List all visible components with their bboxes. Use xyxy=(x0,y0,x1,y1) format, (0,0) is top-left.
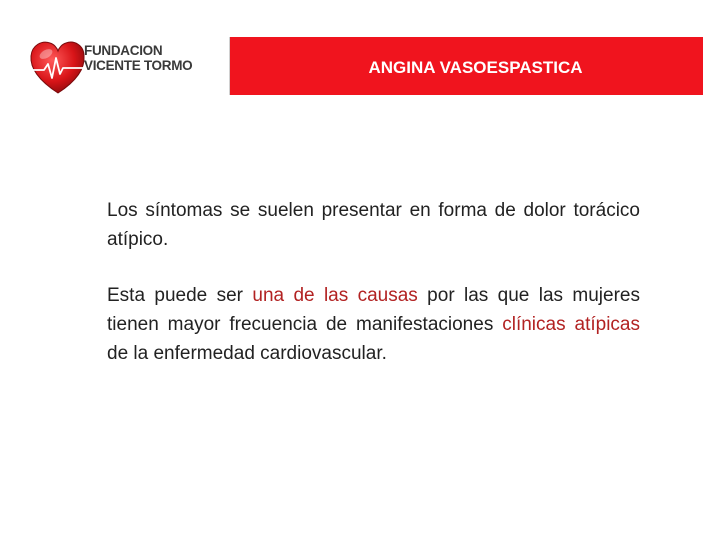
heart-icon xyxy=(28,38,88,96)
paragraph-causes-text-2: por las que las mujeres tienen mayor frecuencia de manifestaciones xyxy=(107,285,640,335)
highlight-atypical: clínicas atípicas xyxy=(502,314,640,335)
logo-line-2: VICENTE TORMO xyxy=(84,58,193,73)
slide-title: ANGINA VASOESPASTICA xyxy=(368,58,583,77)
title-bar xyxy=(229,37,703,95)
fundacion-logo xyxy=(28,38,198,98)
highlight-causes: una de las causas xyxy=(252,285,418,306)
paragraph-causes-text-1: Esta puede ser xyxy=(107,285,253,306)
logo-line-1: FUNDACION xyxy=(84,43,163,58)
paragraph-causes-text-3: de la enfermedad cardiovascular. xyxy=(107,343,387,364)
slide-body xyxy=(107,196,640,368)
paragraph-symptoms: Los síntomas se suelen presentar en forma de dolor torácico atípico. xyxy=(107,200,640,250)
paragraph-causes xyxy=(107,281,640,368)
